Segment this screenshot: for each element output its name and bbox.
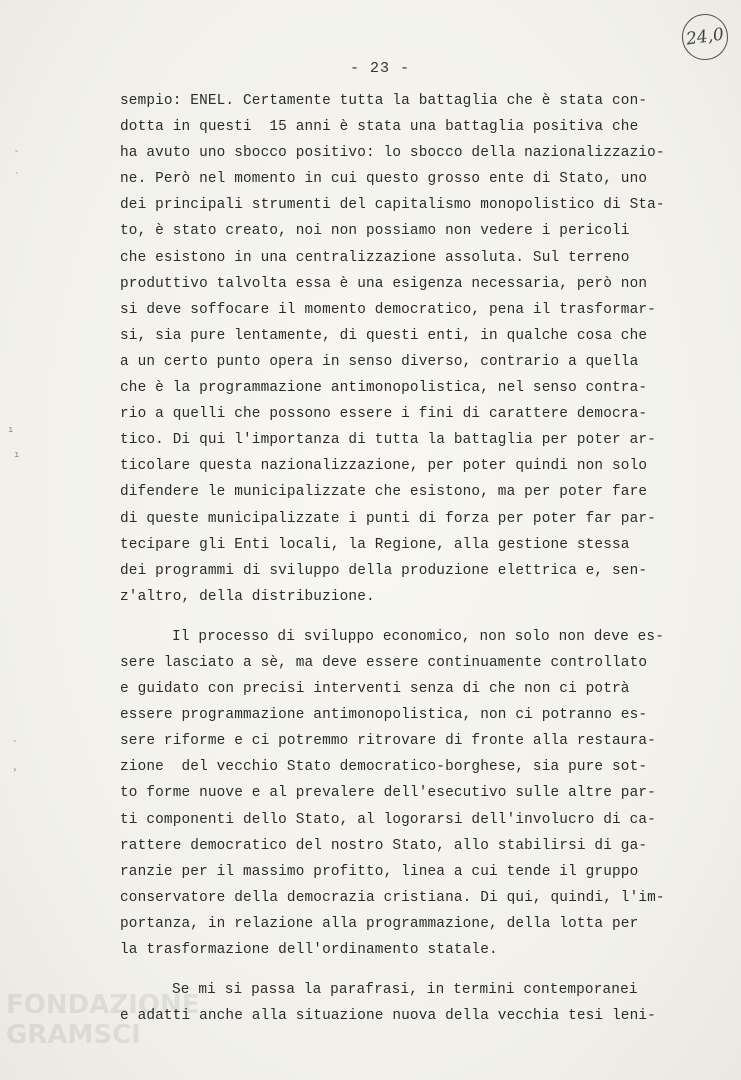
text-line: sere lasciato a sè, ma deve essere continuamente controllato xyxy=(120,654,648,671)
margin-mark: ˘ xyxy=(12,740,18,750)
margin-mark: ˘ xyxy=(14,150,20,160)
text-line: ranzie per il massimo profitto, linea a cui tende il gruppo xyxy=(120,863,639,880)
paragraph-gap xyxy=(120,610,680,624)
text-line: ticolare questa nazionalizzazione, per poter quindi non solo xyxy=(120,458,648,475)
text-line: conservatore della democrazia cristiana. Di qui, quindi, l'im- xyxy=(120,889,665,906)
page-number: - 23 - xyxy=(350,60,411,77)
text-line: a un certo punto opera in senso diverso, contrario a quella xyxy=(120,353,639,370)
margin-mark: ı xyxy=(14,450,20,460)
text-line: si, sia pure lentamente, di questi enti, in qualche cosa che xyxy=(120,327,648,344)
paragraph-gap xyxy=(120,963,680,977)
text-line: che è la programmazione antimonopolistica, nel senso contra- xyxy=(120,380,648,397)
text-line: produttivo talvolta essa è una esigenza necessaria, però non xyxy=(120,275,648,292)
text-line: rio a quelli che possono essere i fini di carattere democra- xyxy=(120,406,648,423)
text-line: ti componenti dello Stato, al logorarsi dell'involucro di ca- xyxy=(120,811,656,828)
text-line: tico. Di qui l'importanza di tutta la battaglia per poter ar- xyxy=(120,432,656,449)
text-line: ne. Però nel momento in cui questo grosso ente di Stato, uno xyxy=(120,171,648,188)
text-line: to, è stato creato, noi non possiamo non vedere i pericoli xyxy=(120,223,630,240)
body-text xyxy=(120,88,680,1029)
margin-mark: ´ xyxy=(14,172,20,182)
text-line: portanza, in relazione alla programmazione, della lotta per xyxy=(120,915,639,932)
paragraph-1 xyxy=(120,88,680,610)
archive-stamp: 24,0 xyxy=(679,11,731,63)
text-line: rattere democratico del nostro Stato, allo stabilirsi di ga- xyxy=(120,837,648,854)
paragraph-2 xyxy=(120,624,680,963)
watermark-line: FONDAZIONE xyxy=(6,990,200,1020)
text-line: z'altro, della distribuzione. xyxy=(120,588,375,605)
text-line: che esistono in una centralizzazione assoluta. Sul terreno xyxy=(120,249,630,266)
text-line: e adatti anche alla situazione nuova della vecchia tesi leni- xyxy=(120,1008,656,1025)
text-line: la trasformazione dell'ordinamento statale. xyxy=(120,942,498,958)
text-line: dei programmi di sviluppo della produzione elettrica e, sen- xyxy=(120,562,648,579)
text-line: zione del vecchio Stato democratico-borghese, sia pure sot- xyxy=(120,759,648,776)
text-line: difendere le municipalizzate che esistono, ma per poter fare xyxy=(120,484,648,501)
text-line: ha avuto uno sbocco positivo: lo sbocco della nazionalizzazio- xyxy=(120,145,665,162)
text-line: Se mi si passa la parafrasi, in termini contemporanei xyxy=(172,982,638,999)
margin-mark: ı xyxy=(8,425,14,435)
text-line: sempio: ENEL. Certamente tutta la battaglia che è stata con- xyxy=(120,93,648,109)
text-line: dotta in questi 15 anni è stata una battaglia positiva che xyxy=(120,119,639,136)
text-line: essere programmazione antimonopolistica, non ci potranno es- xyxy=(120,707,648,724)
watermark-line: GRAMSCI xyxy=(6,1020,141,1050)
archive-watermark xyxy=(0,990,200,1080)
text-line: di queste municipalizzate i punti di forza per poter far par- xyxy=(120,510,656,527)
text-line: dei principali strumenti del capitalismo monopolistico di Sta- xyxy=(120,197,665,214)
margin-mark: › xyxy=(12,765,18,775)
text-line: sere riforme e ci potremmo ritrovare di fronte alla restaura- xyxy=(120,733,656,750)
paragraph-3 xyxy=(120,977,680,1029)
text-line: e guidato con precisi interventi senza di che non ci potrà xyxy=(120,681,630,698)
text-line: to forme nuove e al prevalere dell'esecutivo sulle altre par- xyxy=(120,785,656,802)
text-line: si deve soffocare il momento democratico, pena il trasformar- xyxy=(120,301,656,318)
text-line: tecipare gli Enti locali, la Regione, alla gestione stessa xyxy=(120,536,630,553)
text-line: Il processo di sviluppo economico, non solo non deve es- xyxy=(172,628,665,645)
